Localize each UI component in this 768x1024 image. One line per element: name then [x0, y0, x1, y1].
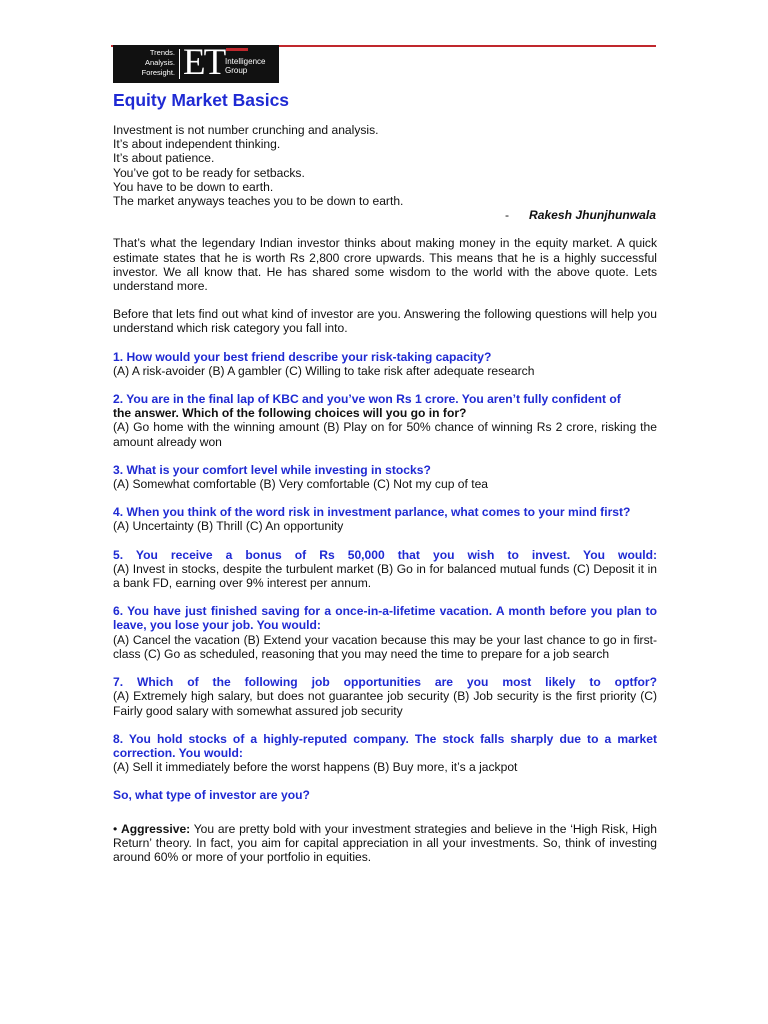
question-options: (A) A risk-avoider (B) A gambler (C) Willing to take risk after adequate research [113, 363, 535, 378]
question-text: 1. How would your best friend describe your risk-taking capacity? [113, 349, 492, 364]
quote-line: You’ve got to be ready for setbacks. [113, 165, 305, 180]
logo-accent-bar [226, 48, 248, 51]
bullet-icon: • [113, 821, 118, 836]
question-6 [113, 604, 657, 661]
question-options: (A) Invest in stocks, despite the turbulent market (B) Go in for balanced mutual funds (C) Deposit it in a bank FD, earning over 9% interest per annum. [113, 561, 657, 591]
question-options: (A) Uncertainty (B) Thrill (C) An opportunity [113, 519, 344, 534]
question-text: 3. What is your comfort level while investing in stocks? [113, 462, 431, 477]
intro-paragraph: That’s what the legendary Indian investor thinks about making money in the equity market. A quick estimate states that he is worth Rs 2,800 crore upwards. This means that he is a highly successful investor. We all know that. He has shared some wisdom to the world with the above quote. Lets understand more. [113, 236, 657, 294]
lead-paragraph: Before that lets find out what kind of investor are you. Answering the following questions will help you understand which risk category you fall into. [113, 307, 657, 336]
question-options: (A) Go home with the winning amount (B) Play on for 50% chance of winning Rs 2 crore, risking the amount already won [113, 420, 657, 449]
logo-tagline: Trends. Analysis. Foresight. [141, 48, 175, 77]
question-1 [113, 350, 657, 378]
quote-line: The market anyways teaches you to be down to earth. [113, 194, 404, 209]
question-text: 6. You have just finished saving for a once-in-a-lifetime vacation. A month before you plan to leave, you lose your job. You would: [113, 604, 657, 633]
question-5 [113, 548, 657, 591]
question-2 [113, 392, 657, 449]
question-options: (A) Somewhat comfortable (B) Very comfortable (C) Not my cup of tea [113, 477, 489, 492]
question-3 [113, 463, 657, 491]
page-title: Equity Market Basics [113, 90, 290, 110]
question-text: 8. You hold stocks of a highly-reputed company. The stock falls sharply due to a market correction. You would: [113, 731, 657, 760]
document-body [113, 87, 657, 864]
question-options: (A) Extremely high salary, but does not guarantee job security (B) Job security is the first priority (C) Fairly good salary with somewhat assured job security [113, 689, 657, 718]
investor-type-description: You are pretty bold with your investment strategies and believe in the ‘High Risk, High Return’ theory. In fact, you aim for capital appreciation in all your investments. So, think of investing around 60% or more of your portfolio in equities. [113, 821, 657, 864]
question-text: 2. You are in the final lap of KBC and you’ve won Rs 1 crore. You aren’t fully confident of the answer. Which of the following choices will you go in for? [113, 392, 621, 421]
conclusion-heading: So, what type of investor are you? [113, 788, 310, 803]
quote-line: You have to be down to earth. [113, 179, 274, 194]
logo-mark: ET [183, 42, 225, 83]
quote-attribution: - Rakesh Jhunjhunwala [504, 208, 656, 223]
question-options: (A) Sell it immediately before the worst happens (B) Buy more, it’s a jackpot [113, 760, 518, 775]
quote-block [113, 123, 657, 222]
question-text: 4. When you think of the word risk in investment parlance, what comes to your mind first? [113, 505, 631, 520]
question-4 [113, 505, 657, 533]
quote-line: Investment is not number crunching and analysis. [113, 123, 379, 137]
investor-type-label: Aggressive: [120, 821, 191, 836]
quote-line: It’s about independent thinking. [113, 137, 281, 152]
question-options: (A) Cancel the vacation (B) Extend your vacation because this may be your last chance to go in first-class (C) Go as scheduled, reasoning that you may need the time to prepare for a job search [113, 632, 657, 661]
question-text: 7. Which of the following job opportunities are you most likely to optfor? [113, 675, 657, 690]
question-8 [113, 732, 657, 775]
quote-author: Rakesh Jhunjhunwala [528, 208, 656, 223]
logo-divider [179, 49, 180, 79]
quote-line: It’s about patience. [113, 151, 215, 166]
investor-type-aggressive [113, 822, 657, 865]
question-7 [113, 675, 657, 718]
et-intelligence-logo [113, 42, 279, 83]
logo-group-name: Intelligence Group [225, 57, 266, 75]
question-text: 5. You receive a bonus of Rs 50,000 that you wish to invest. You would: [113, 547, 657, 562]
